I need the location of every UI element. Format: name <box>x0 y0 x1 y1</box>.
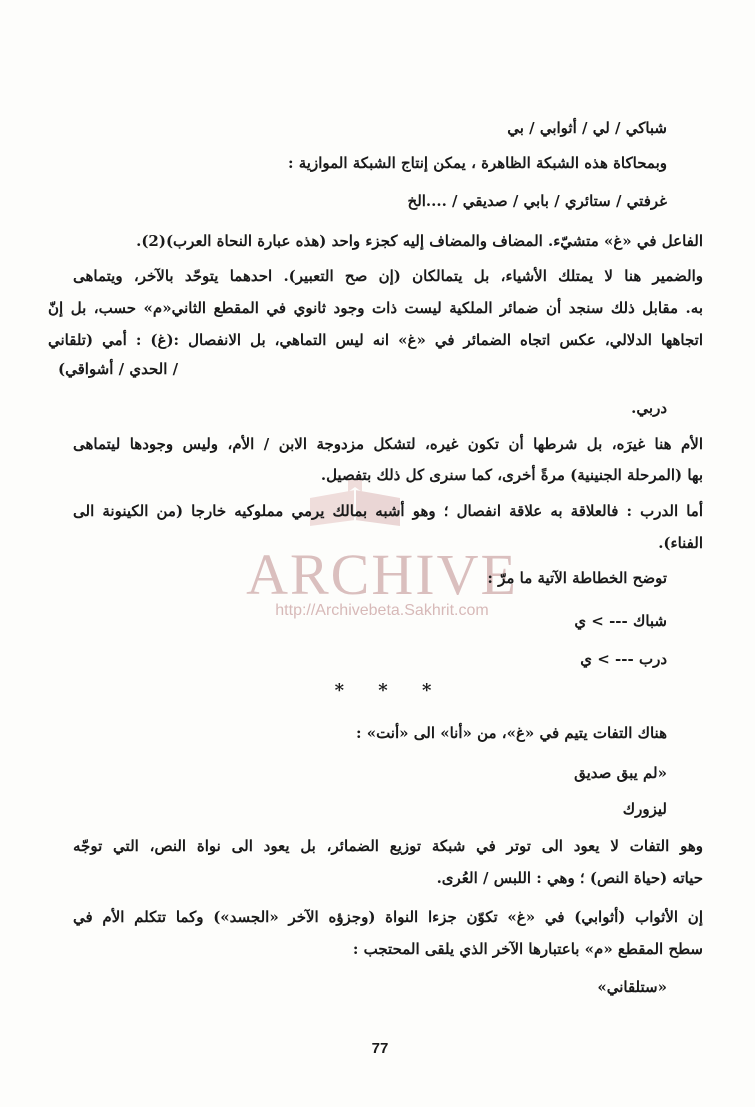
section-divider-stars: * * * <box>334 680 446 701</box>
text-line-11: بها (المرحلة الجنينية) مرةً أخرى، كما سنرى كل ذلك بتفصيل. <box>320 466 703 484</box>
text-line-8: / الحدي / أشواقي) <box>58 360 179 378</box>
archive-watermark-title: ARCHIVE <box>246 542 518 607</box>
text-line-17: حياته (حياة النص) ؛ وهي : اللبس / العُرى. <box>436 869 703 887</box>
text-line-6: به. مقابل ذلك سنجد أن ضمائر الملكية ليست ذات وجود ثانوي في المقطع الثاني«م» حسب، بل إنّ <box>48 299 703 317</box>
text-line-9: دربي. <box>631 399 667 417</box>
text-line-10: الأم هنا غيرَه، بل شرطها أن تكون غيره، لتشكل مزدوجة الابن / الأم، وليس وجودها ليتماهى <box>73 435 703 453</box>
text-line-14: توضح الخطاطة الآتية ما مرّ : <box>487 569 667 587</box>
diagram-line-1: شباك --- > ي <box>574 612 667 630</box>
text-line-18: إن الأثواب (أثوابي) في «غ» تكوّن جزءا النواة (وجزؤه الآخر «الجسد») وكما تتكلم الأم في <box>73 908 703 926</box>
archive-watermark-url: http://Archivebeta.Sakhrit.com <box>275 602 489 619</box>
text-line-19: سطح المقطع «م» باعتبارها الآخر الذي يلقى المحتجب : <box>352 940 703 958</box>
text-line-16: وهو التفات لا يعود الى توتر في شبكة توزيع الضمائر، بل يعود الى نواة النص، التي توجّه <box>73 837 703 855</box>
text-line-7: اتجاهها الدلالي، عكس اتجاه الضمائر في «غ» انه ليس التماهي، بل الانفصال :(غ) : أمي (تلقاني <box>48 331 703 349</box>
text-line-12: أما الدرب : فالعلاقة به علاقة انفصال ؛ وهو أشبه بمالك يرمي مملوكيه خارجا (من الكينونة الى <box>73 502 703 520</box>
text-line-2: وبمحاكاة هذه الشبكة الظاهرة ، يمكن إنتاج الشبكة الموازية : <box>288 154 667 172</box>
text-line-15: هناك التفات يتيم في «غ»، من «أنا» الى «أنت» : <box>355 724 667 742</box>
poem-line-2: ليزورك <box>622 800 667 818</box>
text-line-20: «ستلقاني» <box>597 978 667 996</box>
text-line-5: والضمير هنا لا يمتلك الأشياء، بل يتمالكان (إن صح التعبير). احدهما يتوحّد بالآخر، ويتماهى <box>73 267 703 285</box>
page-number: 77 <box>371 1040 389 1057</box>
diagram-line-2: درب --- > ي <box>580 650 667 668</box>
text-line-3: غرفتي / ستائري / بابي / صديقي / ....الخ <box>407 192 667 210</box>
text-line-13: الفناء). <box>658 534 703 552</box>
text-line-4: الفاعل في «غ» متشيّء. المضاف والمضاف إليه كجزء واحد (هذه عبارة النحاة العرب)(2). <box>136 232 703 250</box>
poem-line-1: «لم يبق صديق <box>574 764 667 782</box>
text-line-1: شباكي / لي / أثوابي / بي <box>507 119 667 137</box>
